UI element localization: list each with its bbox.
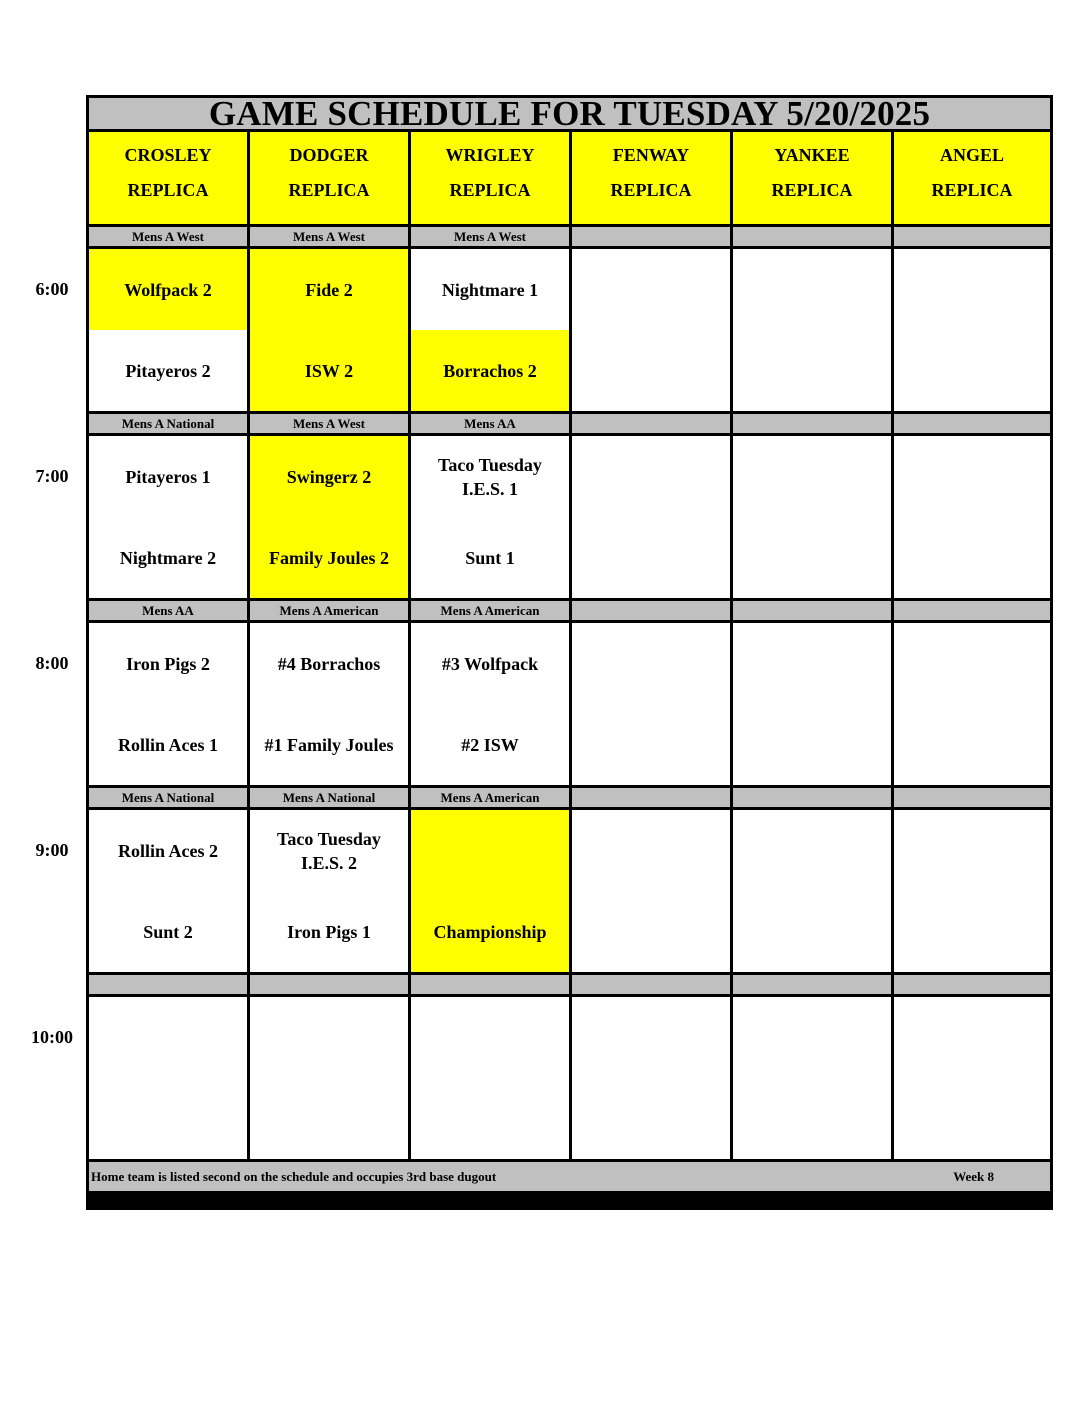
division-label xyxy=(894,788,1050,807)
home-team xyxy=(411,891,569,972)
division-label xyxy=(572,414,730,433)
field-subtitle: REPLICA xyxy=(931,180,1013,200)
home-team xyxy=(250,330,408,411)
away-team xyxy=(250,810,408,891)
field-subtitle: REPLICA xyxy=(771,180,853,200)
week-label: Week 8 xyxy=(953,1168,994,1184)
away-team xyxy=(89,249,247,330)
home-team xyxy=(572,1078,730,1159)
home-team xyxy=(89,1078,247,1159)
time-label: 7:00 xyxy=(35,466,69,486)
field-header-wrigley xyxy=(411,132,569,224)
team-name-line: #3 Wolfpack xyxy=(441,653,539,674)
time-label: 9:00 xyxy=(35,840,69,860)
division-label: Mens A West xyxy=(89,227,247,246)
home-team xyxy=(572,330,730,411)
home-team xyxy=(250,517,408,598)
home-team xyxy=(894,330,1050,411)
division-label: Mens A American xyxy=(250,601,408,620)
time-label: 8:00 xyxy=(35,653,69,673)
away-team xyxy=(250,436,408,517)
away-team xyxy=(411,249,569,330)
division-label xyxy=(411,975,569,994)
team-name-line: Nightmare 2 xyxy=(119,547,217,568)
division-label: Mens A West xyxy=(250,227,408,246)
home-team xyxy=(411,330,569,411)
away-team xyxy=(572,249,730,330)
home-team xyxy=(89,891,247,972)
game-cell xyxy=(572,623,730,785)
home-team xyxy=(894,891,1050,972)
division-label xyxy=(733,601,891,620)
game-cell xyxy=(733,810,891,972)
field-header-angel xyxy=(894,132,1050,224)
division-label xyxy=(733,414,891,433)
away-team xyxy=(894,436,1050,517)
field-name: WRIGLEY xyxy=(445,145,535,165)
home-team xyxy=(733,704,891,785)
team-name-line: Rollin Aces 2 xyxy=(117,840,218,861)
home-team xyxy=(894,1078,1050,1159)
away-team xyxy=(733,249,891,330)
field-name: DODGER xyxy=(289,145,369,165)
team-name-line: Championship xyxy=(433,921,547,942)
team-name-line: #4 Borrachos xyxy=(277,653,381,674)
division-label: Mens A West xyxy=(411,227,569,246)
division-label xyxy=(894,601,1050,620)
game-cell xyxy=(733,436,891,598)
game-cell xyxy=(572,436,730,598)
time-label: 10:00 xyxy=(31,1027,73,1047)
time-label: 6:00 xyxy=(35,279,69,299)
home-team xyxy=(733,891,891,972)
division-label xyxy=(572,227,730,246)
game-cell xyxy=(89,997,247,1159)
away-team xyxy=(411,997,569,1078)
field-name: YANKEE xyxy=(774,145,850,165)
division-label xyxy=(250,975,408,994)
team-name-line: Sunt 1 xyxy=(465,547,515,568)
division-label: Mens AA xyxy=(411,414,569,433)
team-name-line: I.E.S. 2 xyxy=(300,852,358,873)
home-team xyxy=(894,517,1050,598)
home-team xyxy=(572,704,730,785)
division-label: Mens A National xyxy=(89,788,247,807)
home-team xyxy=(411,704,569,785)
game-cell xyxy=(733,997,891,1159)
division-label: Mens A West xyxy=(250,414,408,433)
away-team xyxy=(733,436,891,517)
game-cell xyxy=(411,623,569,785)
away-team xyxy=(894,249,1050,330)
away-team xyxy=(733,997,891,1078)
field-header-fenway xyxy=(572,132,730,224)
away-team xyxy=(894,623,1050,704)
game-cell xyxy=(572,810,730,972)
away-team xyxy=(250,997,408,1078)
division-label xyxy=(894,227,1050,246)
division-label xyxy=(894,414,1050,433)
team-name-line: Pitayeros 1 xyxy=(125,466,211,487)
game-cell xyxy=(89,810,247,972)
game-cell xyxy=(572,997,730,1159)
game-cell xyxy=(89,436,247,598)
schedule-sheet xyxy=(86,95,1053,1210)
home-team xyxy=(250,704,408,785)
division-label xyxy=(733,788,891,807)
field-header-crosley xyxy=(89,132,247,224)
home-team xyxy=(733,330,891,411)
game-cell xyxy=(411,810,569,972)
field-subtitle: REPLICA xyxy=(127,180,209,200)
home-team xyxy=(250,1078,408,1159)
away-team xyxy=(250,623,408,704)
away-team xyxy=(411,436,569,517)
field-header-yankee xyxy=(733,132,891,224)
away-team xyxy=(89,810,247,891)
field-subtitle: REPLICA xyxy=(288,180,370,200)
division-label xyxy=(733,975,891,994)
field-name: CROSLEY xyxy=(124,145,212,165)
game-cell xyxy=(89,249,247,411)
team-name-line: Wolfpack 2 xyxy=(124,279,212,300)
division-label xyxy=(894,975,1050,994)
team-name-line: I.E.S. 1 xyxy=(461,478,519,499)
team-name-line: Sunt 2 xyxy=(143,921,193,942)
away-team xyxy=(572,997,730,1078)
field-subtitle: REPLICA xyxy=(449,180,531,200)
game-cell xyxy=(894,249,1050,411)
footer-note: Home team is listed second on the schedule and occupies 3rd base dugout xyxy=(91,1168,497,1184)
team-name-line: Pitayeros 2 xyxy=(125,360,211,381)
team-name-line: Iron Pigs 2 xyxy=(126,653,210,674)
away-team xyxy=(411,810,569,891)
away-team xyxy=(894,997,1050,1078)
home-team xyxy=(89,330,247,411)
division-label xyxy=(572,788,730,807)
home-team xyxy=(733,517,891,598)
field-header-dodger xyxy=(250,132,408,224)
game-cell xyxy=(250,436,408,598)
away-team xyxy=(894,810,1050,891)
team-name-line: ISW 2 xyxy=(304,360,354,381)
home-team xyxy=(572,517,730,598)
team-name-line: Borrachos 2 xyxy=(443,360,537,381)
game-cell xyxy=(411,249,569,411)
away-team xyxy=(89,623,247,704)
away-team xyxy=(733,810,891,891)
team-name-line: Iron Pigs 1 xyxy=(287,921,371,942)
away-team xyxy=(411,623,569,704)
game-cell xyxy=(411,997,569,1159)
division-label xyxy=(572,975,730,994)
game-cell xyxy=(572,249,730,411)
home-team xyxy=(411,517,569,598)
game-cell xyxy=(250,997,408,1159)
away-team xyxy=(572,810,730,891)
home-team xyxy=(250,891,408,972)
field-name: ANGEL xyxy=(939,145,1004,165)
game-cell xyxy=(250,249,408,411)
away-team xyxy=(733,623,891,704)
home-team xyxy=(894,704,1050,785)
team-name-line: Taco Tuesday xyxy=(277,828,381,849)
team-name-line: Fide 2 xyxy=(305,279,353,300)
division-label xyxy=(89,975,247,994)
division-label xyxy=(733,227,891,246)
home-team xyxy=(411,1078,569,1159)
game-cell xyxy=(411,436,569,598)
team-name-line: Taco Tuesday xyxy=(438,454,542,475)
away-team xyxy=(89,997,247,1078)
game-cell xyxy=(250,810,408,972)
team-name-line: #1 Family Joules xyxy=(264,734,394,755)
team-name-line: Rollin Aces 1 xyxy=(117,734,218,755)
division-label: Mens A American xyxy=(411,788,569,807)
game-cell xyxy=(733,623,891,785)
game-cell xyxy=(89,623,247,785)
away-team xyxy=(572,436,730,517)
division-label: Mens A National xyxy=(250,788,408,807)
schedule-footer xyxy=(89,1162,1050,1191)
home-team xyxy=(572,891,730,972)
game-cell xyxy=(250,623,408,785)
page-title: GAME SCHEDULE FOR TUESDAY 5/20/2025 xyxy=(89,98,1050,129)
division-label xyxy=(572,601,730,620)
game-cell xyxy=(894,623,1050,785)
game-cell xyxy=(894,997,1050,1159)
away-team xyxy=(250,249,408,330)
field-subtitle: REPLICA xyxy=(610,180,692,200)
home-team xyxy=(733,1078,891,1159)
team-name-line: Family Joules 2 xyxy=(269,547,389,568)
field-name: FENWAY xyxy=(612,145,690,165)
team-name-line: Nightmare 1 xyxy=(441,279,539,300)
away-team xyxy=(572,623,730,704)
home-team xyxy=(89,517,247,598)
game-cell xyxy=(733,249,891,411)
division-label: Mens A American xyxy=(411,601,569,620)
team-name-line: #2 ISW xyxy=(461,734,519,755)
home-team xyxy=(89,704,247,785)
away-team xyxy=(89,436,247,517)
game-cell xyxy=(894,436,1050,598)
team-name-line: Swingerz 2 xyxy=(286,466,372,487)
division-label: Mens A National xyxy=(89,414,247,433)
division-label: Mens AA xyxy=(89,601,247,620)
game-cell xyxy=(894,810,1050,972)
